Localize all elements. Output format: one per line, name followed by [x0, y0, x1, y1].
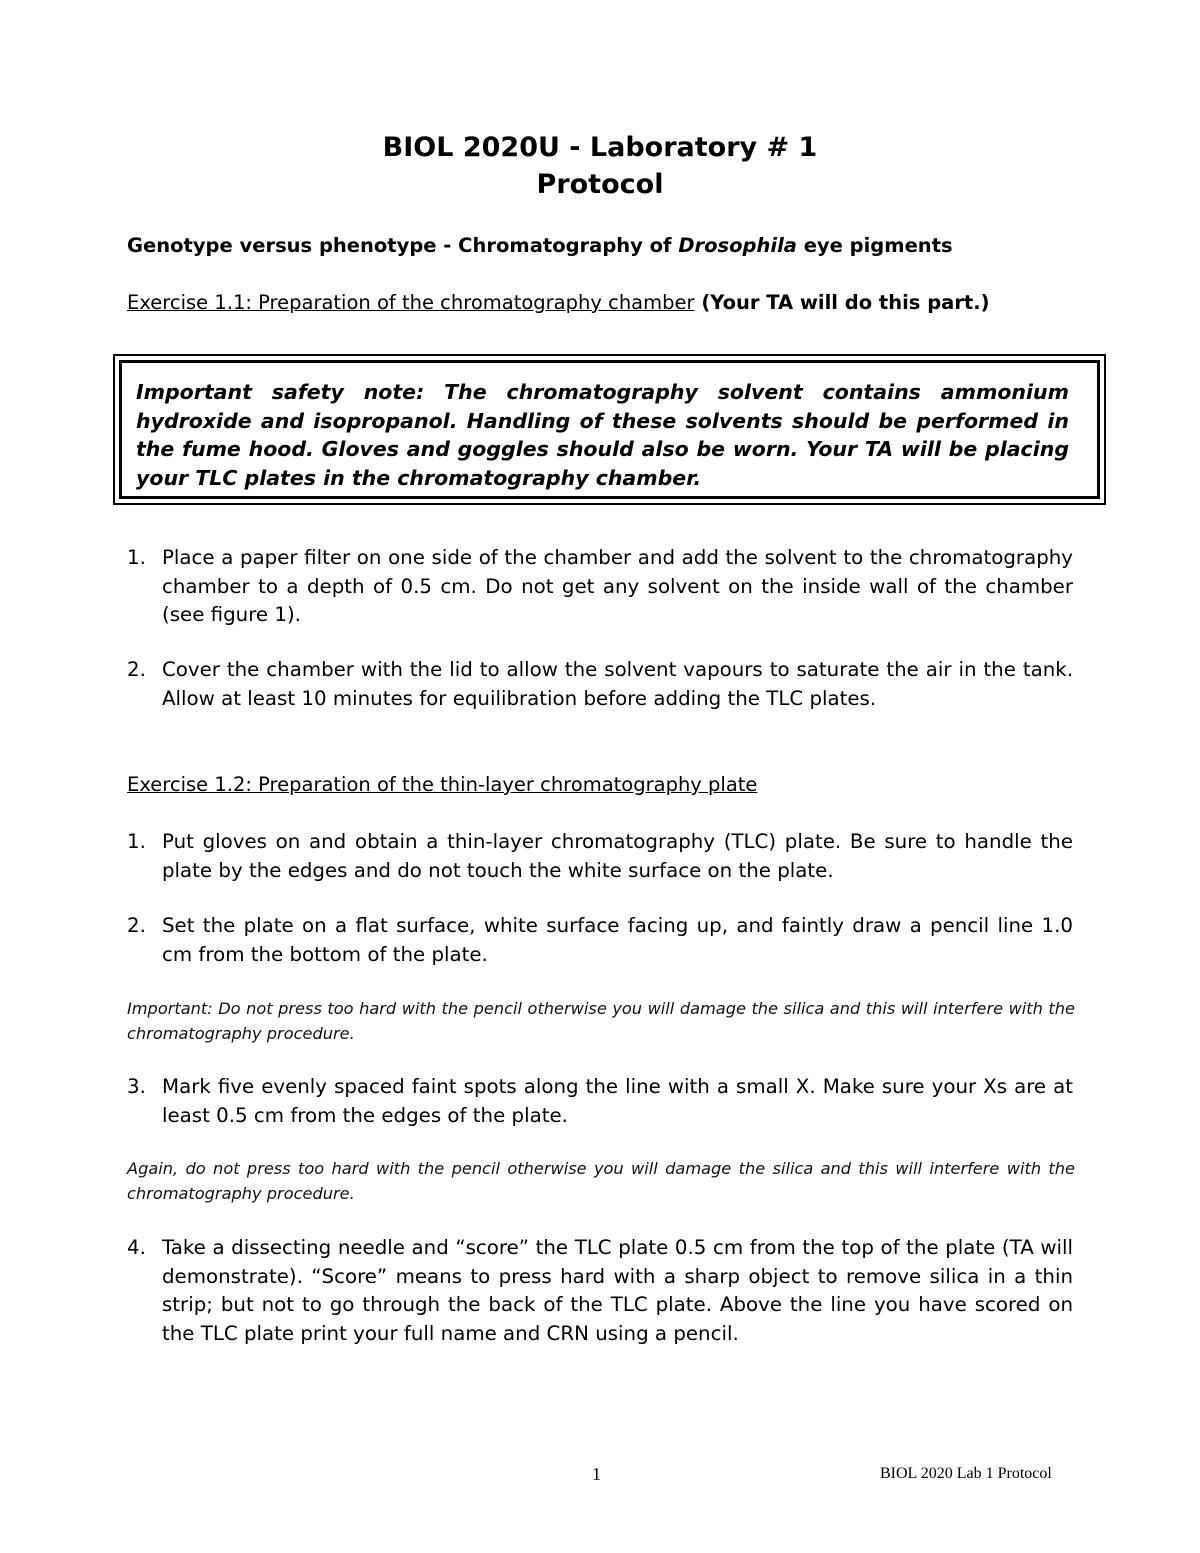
footer-label: BIOL 2020 Lab 1 Protocol [880, 1465, 1052, 1482]
step-text: Cover the chamber with the lid to allow the solvent vapours to saturate the air in the tank. Allow at least 10 minutes for equilibration before adding the TLC plates. [162, 658, 1073, 710]
exercise-2-step-1 [127, 828, 1073, 885]
subtitle [127, 234, 953, 257]
safety-note-text: Important safety note: The chromatography solvent contains ammonium hydroxide and isopropanol. Handling of these solvents should be performed in the fume hood. Gloves and goggles should also be worn. Your TA will be placing your TLC plates in the chromatography chamber. [119, 360, 1100, 499]
step-number: 2. [127, 914, 146, 937]
exercise-2-step-3 [127, 1073, 1073, 1130]
step-text: Set the plate on a flat surface, white surface facing up, and faintly draw a pencil line 1.0 cm from the bottom of the plate. [162, 914, 1073, 966]
important-note: Important: Do not press too hard with the pencil otherwise you will damage the silica and this will interfere with the chromatography procedure. [127, 999, 1075, 1043]
step-text: Take a dissecting needle and “score” the TLC plate 0.5 cm from the top of the plate (TA will demonstrate). “Score” means to press hard with a sharp object to remove silica in a thin strip; but not to go through the back of the TLC plate. Above the line you have scored on the TLC plate print your full name and CRN using a pencil. [162, 1236, 1073, 1345]
subtitle-before: Genotype versus phenotype - Chromatography of [127, 234, 679, 257]
subtitle-italic: Drosophila [678, 234, 797, 257]
step-number: 3. [127, 1075, 146, 1098]
again-note: Again, do not press too hard with the pencil otherwise you will damage the silica and this will interfere with the chromatography procedure. [127, 1159, 1075, 1203]
step-number: 4. [127, 1236, 146, 1259]
safety-note-box [113, 354, 1106, 505]
step-text: Put gloves on and obtain a thin-layer chromatography (TLC) plate. Be sure to handle the plate by the edges and do not touch the white surface on the plate. [162, 830, 1073, 882]
exercise-1-title: Exercise 1.1: Preparation of the chromatography chamber [127, 291, 695, 314]
exercise-1-note: (Your TA will do this part.) [694, 291, 990, 314]
step-number: 1. [127, 830, 146, 853]
exercise-2-step-4 [127, 1234, 1073, 1348]
step-number: 2. [127, 658, 146, 681]
subtitle-after: eye pigments [796, 234, 953, 257]
exercise-1-step-1 [127, 544, 1073, 630]
page-title-line2: Protocol [536, 169, 664, 200]
page-number: 1 [592, 1464, 601, 1484]
exercise-2-heading [127, 773, 757, 796]
exercise-1-heading [127, 291, 990, 314]
step-text: Place a paper filter on one side of the chamber and add the solvent to the chromatography chamber to a depth of 0.5 cm. Do not get any solvent on the inside wall of the chamber (see figure 1). [162, 546, 1073, 626]
step-text: Mark five evenly spaced faint spots along the line with a small X. Make sure your Xs are at least 0.5 cm from the edges of the plate. [162, 1075, 1073, 1127]
exercise-2-title: Exercise 1.2: Preparation of the thin-layer chromatography plate [127, 773, 758, 796]
exercise-2-step-2 [127, 912, 1073, 969]
exercise-1-step-2 [127, 656, 1073, 713]
page-title: BIOL 2020U - Laboratory # 1 [382, 132, 818, 163]
step-number: 1. [127, 546, 146, 569]
